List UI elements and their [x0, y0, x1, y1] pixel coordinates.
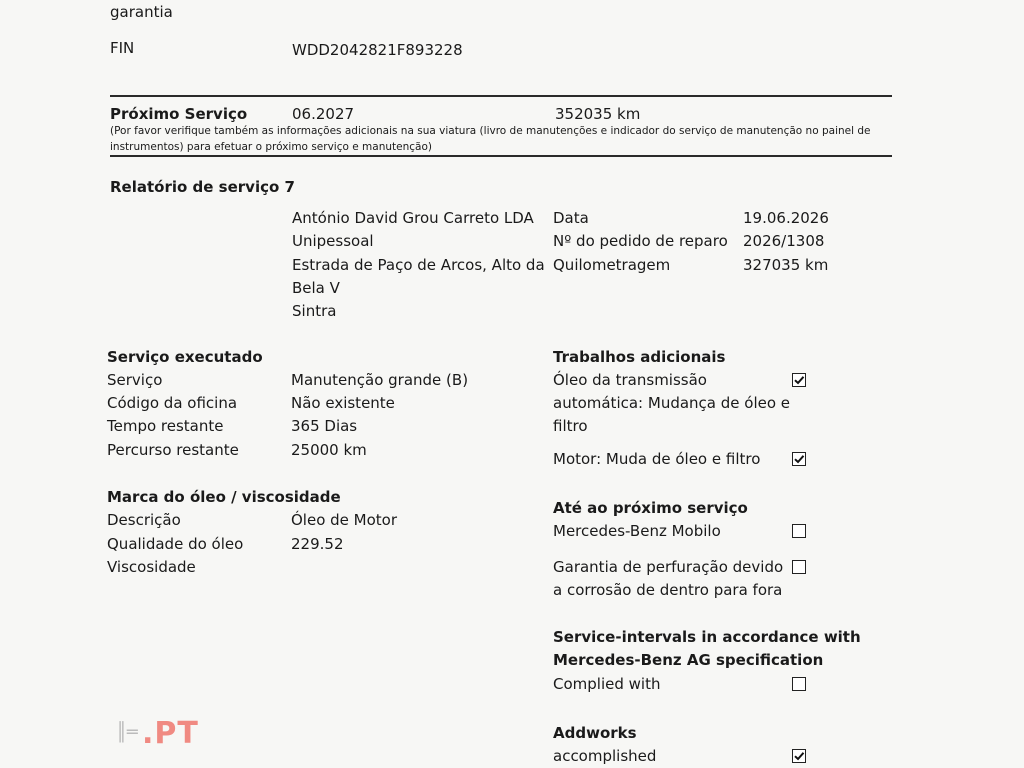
oil-quality-label: Qualidade do óleo — [107, 535, 244, 553]
until-next-item1: Mercedes-Benz Mobilo — [553, 522, 721, 540]
until-next-item2-line2: a corrosão de dentro para fora — [553, 581, 783, 599]
service-performed-title: Serviço executado — [107, 348, 263, 366]
additional-work-item1-line1: Óleo da transmissão — [553, 371, 707, 389]
oil-description-value: Óleo de Motor — [291, 511, 398, 529]
report-title: Relatório de serviço 7 — [110, 178, 295, 196]
accomplished-checkbox[interactable] — [792, 749, 806, 763]
until-next-title: Até ao próximo serviço — [553, 499, 748, 517]
addworks-item: accomplished — [553, 747, 657, 765]
fin-label: FIN — [110, 39, 135, 57]
distance-remaining-value: 25000 km — [291, 441, 367, 459]
engine-oil-checkbox[interactable] — [792, 452, 806, 466]
distance-remaining-label: Percurso restante — [107, 441, 239, 459]
report-mileage-label: Quilometragem — [553, 256, 671, 274]
complied-with-checkbox[interactable] — [792, 677, 806, 691]
report-order-value: 2026/1308 — [743, 232, 825, 250]
intervals-item: Complied with — [553, 675, 661, 693]
watermark-text: .PT — [142, 716, 199, 751]
workshop-line-3: Estrada de Paço de Arcos, Alto da — [292, 256, 545, 274]
next-service-note-1: (Por favor verifique também as informações adicionais na sua viatura (livro de manutenções e indicador do serviço de manutenção no painel de — [110, 125, 871, 137]
rule-bottom — [110, 155, 892, 157]
workshop-line-5: Sintra — [292, 302, 337, 320]
checkmark-icon — [793, 750, 805, 762]
corrosion-warranty-checkbox[interactable] — [792, 560, 806, 574]
intervals-title-2: Mercedes-Benz AG specification — [553, 651, 824, 669]
workshop-line-2: Unipessoal — [292, 232, 374, 250]
workshop-code-value: Não existente — [291, 394, 395, 412]
workshop-code-label: Código da oficina — [107, 394, 238, 412]
next-service-label: Próximo Serviço — [110, 105, 248, 123]
until-next-item2-line1: Garantia de perfuração devido — [553, 558, 784, 576]
next-service-date: 06.2027 — [292, 105, 355, 123]
additional-work-item1-line2: automática: Mudança de óleo e — [553, 394, 791, 412]
next-service-note-2: instrumentos) para efetuar o próximo serviço e manutenção) — [110, 141, 432, 153]
next-service-mileage: 352035 km — [555, 105, 641, 123]
watermark-mark-icon: ║═ — [116, 722, 138, 743]
time-remaining-label: Tempo restante — [107, 417, 224, 435]
oil-description-label: Descrição — [107, 511, 181, 529]
addworks-title: Addworks — [553, 724, 637, 742]
workshop-line-4: Bela V — [292, 279, 340, 297]
service-label: Serviço — [107, 371, 163, 389]
additional-work-item1-line3: filtro — [553, 417, 588, 435]
checkmark-icon — [793, 453, 805, 465]
oil-quality-value: 229.52 — [291, 535, 344, 553]
checkmark-icon — [793, 374, 805, 386]
additional-work-title: Trabalhos adicionais — [553, 348, 726, 366]
oil-viscosity-label: Viscosidade — [107, 558, 196, 576]
report-order-label: Nº do pedido de reparo — [553, 232, 728, 250]
report-date-label: Data — [553, 209, 589, 227]
workshop-line-1: António David Grou Carreto LDA — [292, 209, 534, 227]
warranty-label: garantia — [110, 3, 173, 21]
oil-title: Marca do óleo / viscosidade — [107, 488, 341, 506]
fin-value: WDD2042821F893228 — [292, 41, 463, 59]
report-mileage-value: 327035 km — [743, 256, 829, 274]
additional-work-item2: Motor: Muda de óleo e filtro — [553, 450, 761, 468]
service-value: Manutenção grande (B) — [291, 371, 469, 389]
time-remaining-value: 365 Dias — [291, 417, 358, 435]
report-date-value: 19.06.2026 — [743, 209, 829, 227]
rule-top — [110, 95, 892, 97]
transmission-oil-checkbox[interactable] — [792, 373, 806, 387]
intervals-title-1: Service-intervals in accordance with — [553, 628, 861, 646]
mobilo-checkbox[interactable] — [792, 524, 806, 538]
